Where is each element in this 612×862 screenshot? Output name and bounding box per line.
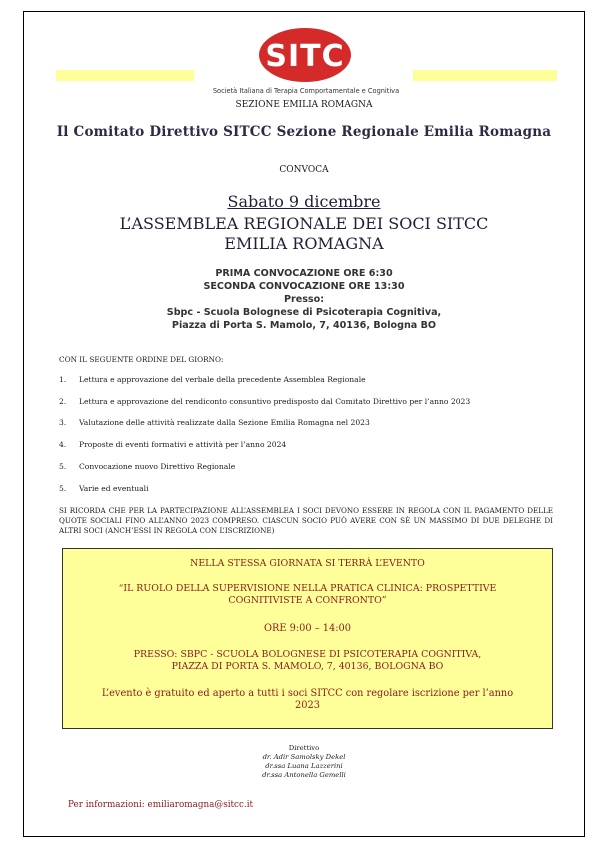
event-location [63,649,552,673]
sitcc-logo [258,26,352,84]
membership-reminder: SI RICORDA CHE PER LA PARTECIPAZIONE ALL’ASSEMBLEA I SOCI DEVONO ESSERE IN REGOLA CON IL PAGAMENTO DELLE QUOTE SOCIALI FINO ALL’ANNO 2023 COMPRESO. CIASCUN SOCIO PUÒ AVERE CON SÈ UN MASSIMO DI DUE DELEGHE DI ALTRI SOCI (ANCH’ESSI IN REGOLA CON L’ISCRIZIONE) [59,506,553,535]
event-time: ORE 9:00 – 14:00 [263,623,352,634]
agenda-item [59,397,470,406]
yellow-banner-left [56,70,194,81]
agenda-item-number: 2. [59,397,67,406]
yellow-banner-right [413,70,557,81]
agenda-item-text: Lettura e approvazione del rendiconto consuntivo predisposto dal Comitato Direttivo per l’anno 2023 [79,397,471,406]
agenda-intro: CON IL SEGUENTE ORDINE DEL GIORNO: [59,355,224,364]
event-free-notice [63,688,552,712]
agenda-item-text: Proposte di eventi formativi e attività per l’anno 2024 [79,440,287,449]
event-location-line1: PRESSO: SBPC - SCUOLA BOLOGNESE DI PSICOTERAPIA COGNITIVA, [133,649,482,660]
agenda-item-text: Varie ed eventuali [79,484,149,493]
event-title [63,583,552,607]
assembly-title-line1: L’ASSEMBLEA REGIONALE DEI SOCI SITCC [119,214,489,233]
event-title-line1: “IL RUOLO DELLA SUPERVISIONE NELLA PRATICA CLINICA: PROSPETTIVE [118,583,497,594]
agenda-item-number: 4. [59,440,67,449]
section-name: SEZIONE EMILIA ROMAGNA [235,100,373,110]
first-convocation: PRIMA CONVOCAZIONE ORE 6:30 [215,268,393,279]
directorate-member: dr. Adir Samolsky Dekel [262,753,346,761]
event-location-line2: PIAZZA DI PORTA S. MAMOLO, 7, 40136, BOLOGNA BO [171,661,444,672]
event-title-line2: COGNITIVISTE A CONFRONTO” [228,595,387,606]
directorate-label: Direttivo [288,744,320,752]
agenda-item [59,375,366,384]
contact-info: Per informazioni: emiliaromagna@sitcc.it [68,800,254,810]
event-free-line1: L’evento è gratuito ed aperto a tutti i soci SITCC con regolare iscrizione per l’anno [101,688,514,699]
directorate-member: dr.ssa Luana Lazzerini [265,762,343,770]
agenda-item-number: 1. [59,375,67,384]
directorate-member: dr.ssa Antonella Gemelli [262,771,346,779]
agenda-item-text: Valutazione delle attività realizzate dalla Sezione Emilia Romagna nel 2023 [79,418,370,427]
logo-subtitle: Società Italiana di Terapia Comportamentale e Cognitiva [212,87,400,95]
event-free-line2: 2023 [295,700,320,711]
committee-heading: Il Comitato Direttivo SITCC Sezione Regionale Emilia Romagna [56,124,552,140]
venue-name: Sbpc - Scuola Bolognese di Psicoterapia Cognitiva, [166,307,442,318]
presso-label: Presso: [283,294,325,305]
second-convocation: SECONDA CONVOCAZIONE ORE 13:30 [203,281,405,292]
agenda-item [59,418,370,427]
convoca-label: CONVOCA [279,165,329,175]
agenda-item-text: Lettura e approvazione del verbale della precedente Assemblea Regionale [79,375,366,384]
venue-address: Piazza di Porta S. Mamolo, 7, 40136, Bologna BO [171,320,437,331]
agenda-item [59,462,235,471]
assembly-title-line2: EMILIA ROMAGNA [224,234,384,253]
event-header: NELLA STESSA GIORNATA SI TERRÀ L’EVENTO [190,558,425,569]
logo-letters: SITC [265,39,345,74]
event-box [62,548,553,729]
agenda-item-number: 5. [59,462,67,471]
agenda-item [59,440,286,449]
agenda-item-number: 5. [59,484,67,493]
agenda-item-text: Convocazione nuovo Direttivo Regionale [79,462,236,471]
agenda-item [59,484,149,493]
assembly-date: Sabato 9 dicembre [227,192,381,211]
agenda-item-number: 3. [59,418,67,427]
